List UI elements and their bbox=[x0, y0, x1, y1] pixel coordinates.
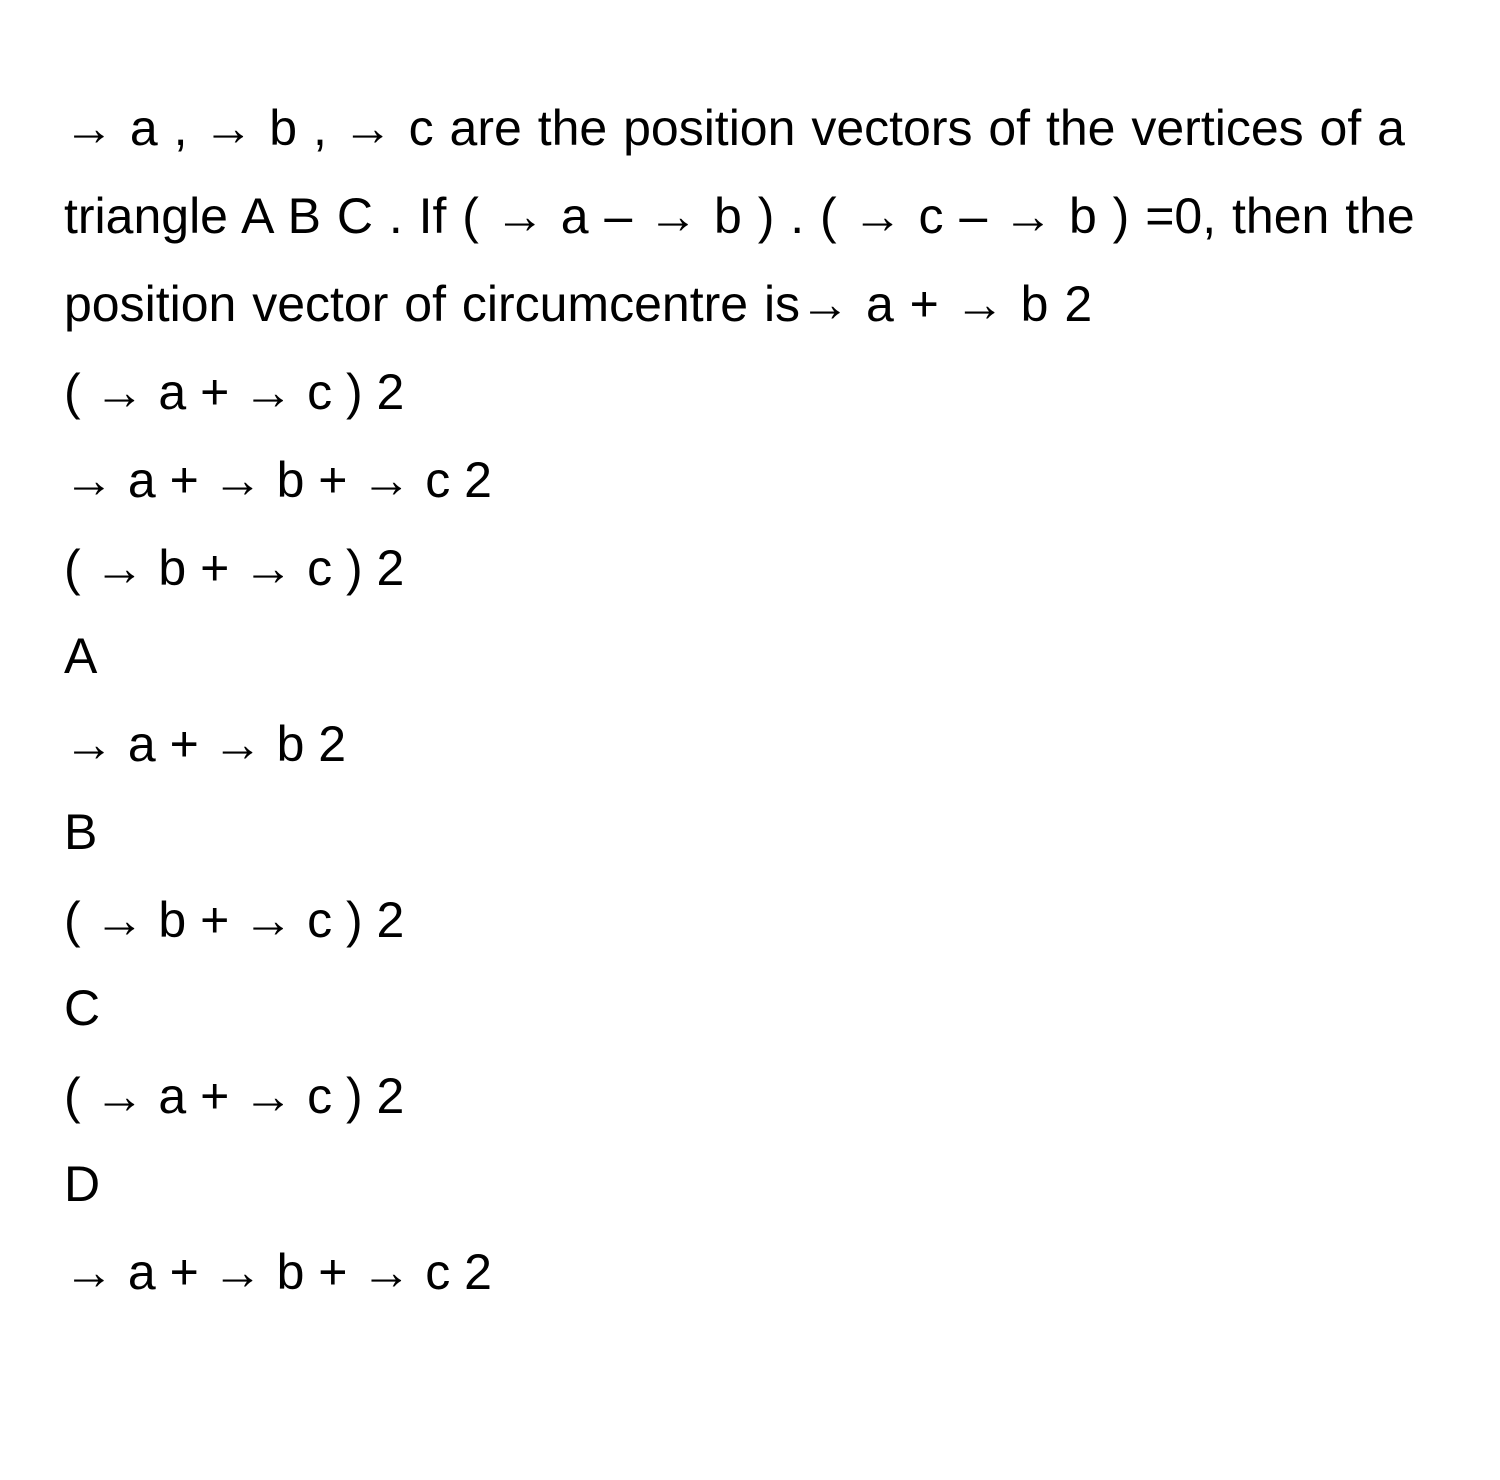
option-text-c: ( → a + → c ) 2 bbox=[64, 1068, 405, 1124]
option-text-a: → a + → b 2 bbox=[64, 716, 347, 772]
inline-choice: ( → a + → c ) 2 bbox=[64, 364, 405, 420]
option-text-d: → a + → b + → c 2 bbox=[64, 1244, 492, 1300]
option-label-d: D bbox=[64, 1156, 101, 1212]
question-text: → a , → b , → c are the position vectors of the vertices of a triangle A B C . If ( → a – → b ) . ( → c – → b ) =0, then the position vector of circumcentre is→ a + → b 2 bbox=[64, 100, 1415, 332]
option-label-b: B bbox=[64, 804, 98, 860]
option-text-b: ( → b + → c ) 2 bbox=[64, 892, 405, 948]
option-label-c: C bbox=[64, 980, 101, 1036]
inline-choice: ( → b + → c ) 2 bbox=[64, 540, 405, 596]
option-label-a: A bbox=[64, 628, 98, 684]
document-body bbox=[64, 84, 1444, 1316]
inline-choice: → a + → b + → c 2 bbox=[64, 452, 492, 508]
